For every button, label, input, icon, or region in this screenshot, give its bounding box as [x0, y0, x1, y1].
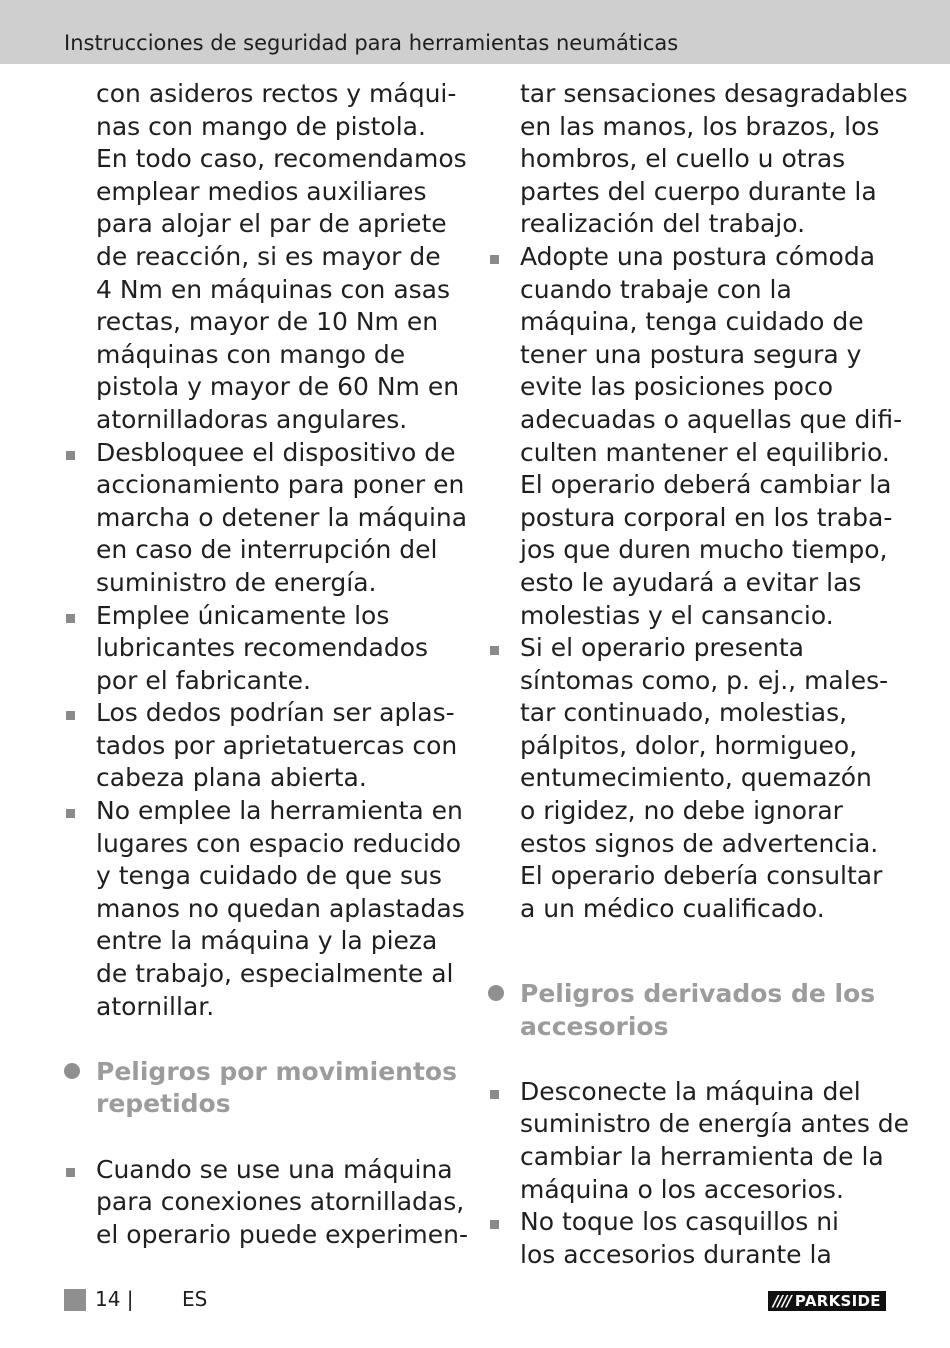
section-heading: [64, 1056, 464, 1121]
line-text: Desbloquee el dispositivo de: [96, 437, 456, 467]
line-text: lugares con espacio reducido: [96, 828, 462, 858]
bullet-item: [64, 437, 468, 600]
text-line: [488, 795, 898, 828]
paragraph: [64, 78, 467, 437]
text-line: [64, 991, 464, 1024]
text-line: [64, 274, 464, 307]
line-text: de reacción, si es mayor de: [96, 241, 441, 271]
text-line: [64, 860, 464, 893]
line-text: Los dedos podrían ser aplas-: [96, 698, 455, 728]
line-text: Adopte una postura cómoda: [520, 241, 876, 271]
text-line: [64, 371, 464, 404]
line-text: atornillar.: [96, 991, 215, 1021]
text-line: [64, 795, 464, 828]
line-text: por el fabricante.: [96, 665, 311, 695]
text-line: [64, 567, 464, 600]
line-text: En todo caso, recomendamos: [96, 144, 467, 174]
text-line: [488, 828, 898, 861]
line-text: a un médico cualificado.: [520, 893, 825, 923]
text-line: [64, 208, 464, 241]
text-line: [64, 437, 464, 470]
text-line: [488, 1206, 898, 1239]
text-line: [488, 437, 898, 470]
line-text: manos no quedan aplastadas: [96, 893, 465, 923]
bullet-item: [64, 1154, 468, 1252]
text-line: [488, 241, 898, 274]
text-line: [488, 306, 898, 339]
text-line: [488, 111, 898, 144]
bullet-square-icon: [490, 646, 499, 655]
text-line: [64, 697, 464, 730]
line-text: culten mantener el equilibrio.: [520, 437, 890, 467]
line-text: suministro de energía antes de: [520, 1109, 910, 1139]
brand-slashes: ////: [773, 1292, 791, 1310]
text-line: [488, 371, 898, 404]
line-text: con asideros rectos y máqui-: [96, 79, 457, 108]
line-text: tar sensaciones desagradables: [520, 79, 908, 108]
paragraph-gap: [488, 925, 898, 958]
language-code: ES: [182, 1287, 208, 1311]
line-text: cabeza plana abierta.: [96, 763, 367, 793]
line-text: tar continuado, molestias,: [520, 698, 848, 728]
left-text-column: [64, 78, 468, 1251]
text-line: [64, 1154, 464, 1187]
text-line: [488, 469, 898, 502]
line-text: estos signos de advertencia.: [520, 828, 879, 858]
line-text: Peligros derivados de los: [520, 979, 876, 1009]
line-text: Emplee únicamente los: [96, 600, 390, 630]
heading-line: [64, 1088, 464, 1121]
text-line: [64, 306, 464, 339]
line-text: síntomas como, p. ej., males-: [520, 665, 889, 695]
line-text: de trabajo, especialmente al: [96, 959, 454, 989]
line-text: suministro de energía.: [96, 567, 377, 597]
text-line: [488, 1108, 910, 1141]
page-header-band: [0, 0, 950, 64]
bullet-item: [64, 600, 464, 698]
heading-line: [64, 1056, 464, 1089]
section-heading: [488, 978, 898, 1043]
text-line: [488, 860, 898, 893]
line-text: pálpitos, dolor, hormigueo,: [520, 730, 858, 760]
text-line: [488, 697, 898, 730]
line-text: los accesorios durante la: [520, 1239, 832, 1269]
page-number: 14 |: [95, 1287, 134, 1311]
text-line: [64, 176, 464, 209]
line-text: el operario puede experimen-: [96, 1219, 468, 1249]
heading-dot-icon: [488, 985, 504, 1001]
line-text: tener una postura segura y: [520, 339, 862, 369]
line-text: entumecimiento, quemazón: [520, 763, 872, 793]
text-line: [64, 339, 464, 372]
line-text: nas con mango de pistola.: [96, 111, 426, 141]
text-line: [488, 274, 898, 307]
bullet-square-icon: [490, 1090, 499, 1099]
bullet-square-icon: [66, 451, 75, 460]
paragraph-gap: [488, 958, 898, 978]
text-line: [64, 1219, 468, 1252]
paragraph-gap: [488, 1043, 898, 1076]
line-text: jos que duren mucho tiempo,: [520, 535, 888, 565]
text-line: [488, 176, 898, 209]
line-text: máquinas con mango de: [96, 339, 406, 369]
text-line: [488, 339, 898, 372]
line-text: esto le ayudará a evitar las: [520, 567, 862, 597]
bullet-square-icon: [66, 1168, 75, 1177]
text-line: [488, 1174, 898, 1207]
text-line: [488, 665, 898, 698]
line-text: en las manos, los brazos, los: [520, 111, 880, 141]
paragraph: [488, 78, 908, 241]
text-line: [64, 893, 464, 926]
page-header-title: Instrucciones de seguridad para herramientas neumáticas: [64, 31, 679, 55]
bullet-item: [488, 632, 898, 925]
text-line: [64, 958, 464, 991]
text-line: [64, 1186, 464, 1219]
bullet-item: [488, 241, 903, 632]
line-text: partes del cuerpo durante la: [520, 176, 877, 206]
line-text: realización del trabajo.: [520, 209, 806, 239]
bullet-item: [64, 795, 464, 1023]
line-text: para conexiones atornilladas,: [96, 1187, 465, 1217]
line-text: Desconecte la máquina del: [520, 1076, 861, 1106]
line-text: lubricantes recomendados: [96, 633, 429, 663]
text-line: [64, 828, 464, 861]
line-text: 4 Nm en máquinas con asas: [96, 274, 451, 304]
line-text: El operario debería consultar: [520, 861, 883, 891]
text-line: [488, 534, 898, 567]
line-text: cambiar la herramienta de la: [520, 1142, 884, 1171]
text-line: [64, 143, 467, 176]
brand-name: PARKSIDE: [794, 1292, 881, 1310]
line-text: tados por aprietatuercas con: [96, 730, 458, 760]
bullet-item: [488, 1206, 898, 1271]
text-line: [488, 208, 898, 241]
line-text: o rigidez, no debe ignorar: [520, 796, 843, 826]
text-line: [64, 404, 464, 437]
text-line: [64, 469, 464, 502]
heading-line: [488, 978, 898, 1011]
text-line: [488, 762, 898, 795]
line-text: molestias y el cansancio.: [520, 600, 834, 630]
line-text: máquina, tenga cuidado de: [520, 307, 864, 337]
bullet-item: [488, 1076, 910, 1206]
line-text: accionamiento para poner en: [96, 470, 465, 500]
bullet-item: [64, 697, 464, 795]
bullet-square-icon: [490, 255, 499, 264]
bullet-square-icon: [490, 1220, 499, 1229]
text-line: [64, 78, 464, 111]
footer-marker-square: [64, 1289, 86, 1311]
line-text: cuando trabaje con la: [520, 274, 792, 304]
line-text: entre la máquina y la pieza: [96, 926, 438, 956]
line-text: atornilladoras angulares.: [96, 404, 408, 434]
line-text: adecuadas o aquellas que difi-: [520, 404, 903, 434]
text-line: [64, 502, 468, 535]
text-line: [64, 730, 464, 763]
text-line: [64, 600, 464, 633]
line-text: postura corporal en los traba-: [520, 502, 893, 532]
text-line: [64, 241, 464, 274]
paragraph-gap: [64, 1023, 464, 1056]
text-line: [488, 143, 898, 176]
bullet-square-icon: [66, 711, 75, 720]
text-line: [488, 1141, 898, 1174]
line-text: No toque los casquillos ni: [520, 1207, 839, 1237]
bullet-square-icon: [66, 809, 75, 818]
line-text: Peligros por movimientos: [96, 1056, 457, 1086]
parkside-logo: [768, 1291, 886, 1311]
text-line: [488, 1239, 898, 1272]
text-line: [488, 632, 898, 665]
line-text: hombros, el cuello u otras: [520, 144, 846, 174]
heading-dot-icon: [64, 1063, 80, 1079]
line-text: Si el operario presenta: [520, 633, 804, 663]
line-text: y tenga cuidado de que sus: [96, 861, 442, 891]
text-line: [64, 762, 464, 795]
line-text: para alojar el par de apriete: [96, 209, 447, 239]
bullet-square-icon: [66, 614, 75, 623]
line-text: El operario deberá cambiar la: [520, 470, 892, 500]
text-line: [488, 567, 898, 600]
text-line: [64, 665, 464, 698]
text-line: [488, 78, 908, 111]
line-text: emplear medios auxiliares: [96, 176, 427, 206]
text-line: [488, 600, 898, 633]
text-line: [64, 632, 464, 665]
text-line: [488, 730, 898, 763]
right-text-column: [488, 78, 910, 1271]
line-text: pistola y mayor de 60 Nm en: [96, 372, 460, 402]
heading-line: [488, 1011, 898, 1044]
line-text: repetidos: [96, 1089, 231, 1119]
text-line: [488, 502, 898, 535]
line-text: máquina o los accesorios.: [520, 1174, 844, 1204]
text-line: [488, 404, 903, 437]
text-line: [64, 111, 464, 144]
text-line: [488, 893, 898, 926]
text-line: [64, 534, 464, 567]
paragraph-gap: [64, 1121, 464, 1154]
line-text: No emplee la herramienta en: [96, 796, 463, 826]
line-text: accesorios: [520, 1011, 669, 1041]
line-text: marcha o detener la máquina: [96, 502, 468, 532]
line-text: evite las posiciones poco: [520, 372, 834, 402]
line-text: Cuando se use una máquina: [96, 1154, 453, 1184]
text-line: [488, 1076, 898, 1109]
text-line: [64, 925, 464, 958]
line-text: en caso de interrupción del: [96, 535, 438, 565]
line-text: rectas, mayor de 10 Nm en: [96, 307, 439, 337]
